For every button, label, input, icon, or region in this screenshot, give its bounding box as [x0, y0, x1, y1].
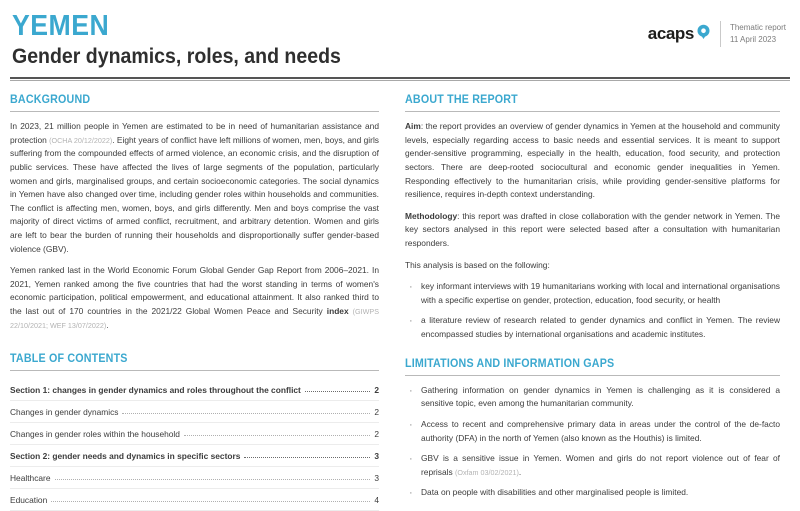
toc-leader	[244, 457, 370, 458]
toc-entry-page: 3	[374, 451, 379, 462]
about-bullet-list	[405, 280, 780, 341]
background-p2-bold-word: index	[326, 306, 349, 317]
toc-entry-page: 2	[374, 407, 379, 418]
toc-entry[interactable]	[10, 489, 379, 511]
section-divider	[10, 111, 379, 112]
list-item: · Data on people with disabilities and other marginalised people is limited.	[405, 486, 780, 500]
toc-leader	[305, 391, 370, 392]
list-item: · Gathering information on gender dynamics in Yemen is challenging as it is considered a sensitive topic, even among the humanitarian community.	[405, 384, 780, 411]
brand-divider	[720, 21, 721, 47]
acaps-logo[interactable]	[648, 24, 711, 44]
acaps-wordmark: acaps	[647, 24, 694, 43]
toc-entry-page: 2	[374, 429, 379, 440]
toc-leader	[55, 479, 371, 480]
toc-leader	[51, 501, 370, 502]
toc-entry-label: Changes in gender dynamics	[10, 407, 119, 418]
background-p2-part-b: .	[106, 319, 109, 330]
section-spacer	[405, 350, 780, 358]
limitation-3-part-b: .	[518, 466, 522, 477]
aim-label: Aim	[405, 121, 421, 132]
left-column	[10, 94, 379, 511]
background-p2-citation: (GIWPS 22/10/2021; WEF 13/07/2022)	[10, 307, 379, 330]
section-divider	[405, 375, 780, 376]
title-divider-thin	[10, 80, 790, 81]
about-methodology-paragraph	[405, 210, 780, 251]
background-p1-part-b: . Eight years of conflict have left millions of women, men, boys, and girls suffering from the compounded effects of armed violence, an economic crisis, and the disruption of public services. These have affected the lives of large segments of the population, particularly women and girls, marginalised groups, and certain socioeconomic categories. The social dynamics in Yemen have also changed over time, including gender roles within households and communities. The conflict is affecting men, women, boys, and girls differently. Men and boys comprise the vast majority of direct victims of armed conflict, recruitment, and arbitrary detention. Women and girls are left to bear the burden of running their households and disproportionally suffer gender-based violence (GBV).	[10, 134, 379, 254]
title-divider	[10, 77, 790, 79]
methodology-text: : this report was drafted in close collaboration with the gender network in Yemen. The key sectors analysed in this report were selected based after a consultation with humanitarian responders.	[405, 210, 780, 249]
report-type: Thematic report	[729, 23, 786, 33]
methodology-label: Methodology	[405, 210, 458, 221]
title-block	[10, 12, 366, 69]
toc-entry[interactable]	[10, 423, 379, 445]
list-item: · Access to recent and comprehensive primary data in areas under the control of the de-facto authority (DFA) in the north of Yemen (also known as the Houthis) is limited.	[405, 418, 780, 445]
background-paragraph-1	[10, 120, 379, 256]
toc-entry-label: Section 2: gender needs and dynamics in specific sectors	[10, 451, 241, 462]
section-heading-background: BACKGROUND	[10, 94, 91, 107]
report-meta	[730, 22, 786, 45]
toc-entry-label: Section 1: changes in gender dynamics and roles throughout the conflict	[10, 385, 301, 396]
section-spacer	[10, 340, 379, 353]
location-pin-icon	[696, 24, 711, 44]
list-item: · key informant interviews with 19 humanitarians working with local and international organisations with a specific expertise on gender, protection, education, food security, or health	[405, 280, 780, 307]
limitation-3-part-a: GBV is a sensitive issue in Yemen. Women and girls do not report violence out of fear of reprisals	[421, 453, 780, 477]
toc-entry[interactable]	[10, 379, 379, 401]
document-header	[10, 0, 790, 69]
limitations-bullet-list	[405, 384, 780, 500]
list-item: · a literature review of research related to gender dynamics and conflict in Yemen. The review encompassed studies by international organisations and academic institutes.	[405, 314, 780, 341]
page-title-country: YEMEN	[12, 10, 110, 42]
table-of-contents	[10, 379, 379, 511]
toc-entry-label: Changes in gender roles within the household	[10, 429, 180, 440]
toc-entry-label: Education	[10, 495, 48, 506]
aim-text: : the report provides an overview of gender dynamics in Yemen at the household and community levels, especially regarding access to basic needs and essential services. It is meant to support gender-sensitive programming, especially in the health, education, food security, and protection sectors. There are deep-rooted sociocultural and economic gender inequalities in Yemen. Responding effectively to the humanitarian crisis, while providing gender-sensitive platforms for resilience, requires in-depth context understanding.	[405, 121, 780, 200]
section-divider	[10, 370, 379, 371]
about-aim-paragraph	[405, 120, 780, 202]
toc-leader	[184, 435, 370, 436]
toc-leader	[122, 413, 370, 414]
background-paragraph-2	[10, 264, 379, 332]
toc-entry-page: 3	[374, 473, 379, 484]
list-item	[405, 452, 780, 479]
toc-entry-page: 2	[374, 385, 379, 396]
analysis-intro: This analysis is based on the following:	[405, 259, 550, 270]
toc-entry-page: 4	[374, 495, 379, 506]
toc-entry[interactable]	[10, 445, 379, 467]
section-divider	[405, 111, 780, 112]
section-heading-about: ABOUT THE REPORT	[405, 94, 518, 107]
content-columns	[10, 94, 790, 511]
toc-entry-label: Healthcare	[10, 473, 51, 484]
brand-block	[648, 12, 790, 47]
toc-entry[interactable]	[10, 401, 379, 423]
toc-entry[interactable]	[10, 467, 379, 489]
section-heading-limitations: LIMITATIONS AND INFORMATION GAPS	[405, 357, 615, 370]
background-p1-citation: (OCHA 20/12/2022)	[49, 135, 113, 145]
background-p2-part-a: Yemen ranked last in the World Economic Forum Global Gender Gap Report from 2006–2021. In 2021, Yemen ranked among the five countries that had the worst standing in terms of women's economic participation, political empowerment, and educational attainment. It also ranked third to the last out of 170 countries in the 2021/22 Global Women Peace and Security	[10, 265, 379, 317]
background-p1-part-a: In 2023, 21 million people in Yemen are estimated to be in need of humanitarian assistance and protection	[10, 121, 379, 145]
page-subtitle: Gender dynamics, roles, and needs	[12, 45, 341, 68]
report-date: 11 April 2023	[729, 35, 777, 44]
section-heading-toc: TABLE OF CONTENTS	[10, 353, 128, 366]
limitation-3-citation: (Oxfam 03/02/2021)	[454, 467, 519, 477]
right-column	[405, 94, 780, 511]
